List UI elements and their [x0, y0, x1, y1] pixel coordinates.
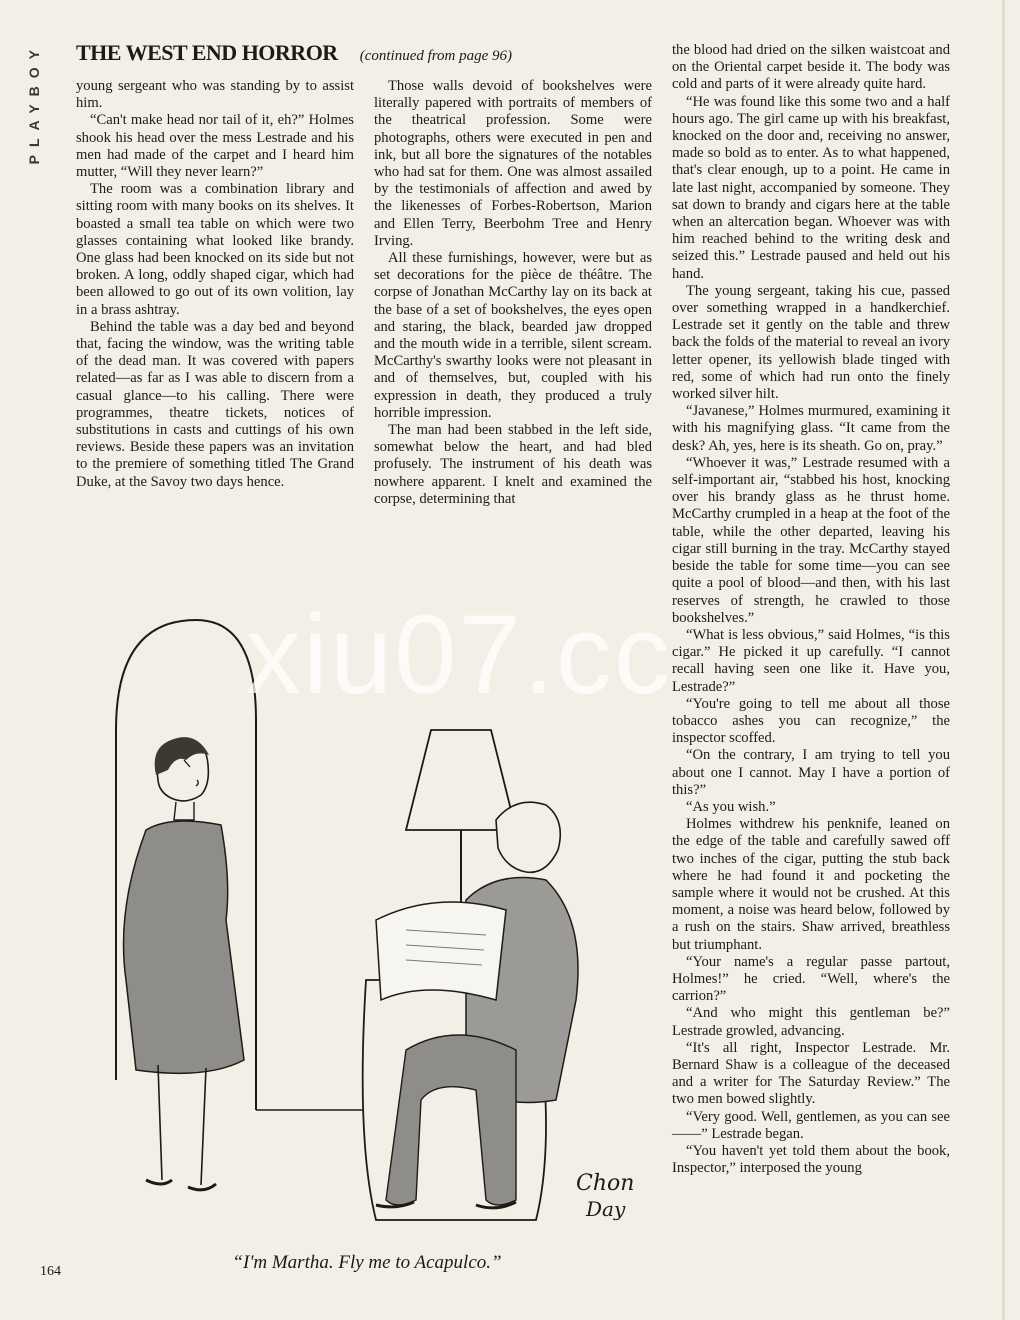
magazine-brand: PLAYBOY — [26, 42, 42, 165]
paragraph: young sergeant who was standing by to assist him. — [76, 78, 354, 112]
paragraph: “Your name's a regular passe partout, Holmes!” he cried. “Well, where's the carrion?” — [672, 953, 950, 1005]
paragraph: Holmes withdrew his penknife, leaned on the edge of the table and carefully sawed off two inches of the cigar, putting the stub back where he had found it and pocketing the sample where it would not be crushed. At this moment, a noise was heard below, followed by a rush on the stairs. Shaw arrived, breathless but triumphant. — [672, 816, 950, 953]
text-column-3 — [672, 42, 950, 1177]
paragraph: Behind the table was a day bed and beyond that, facing the window, was the writing table of the dead man. It was covered with papers related—as far as I was able to discern from a casual glance—to his calling. There were programmes, theatre tickets, notices of substitutions in casts and cuttings of his own reviews. Beside these papers was an invitation to the premiere of something titled The Grand Duke, at the Savoy two days hence. — [76, 318, 354, 490]
paragraph: “Javanese,” Holmes murmured, examining it with his magnifying glass. “It came from the desk? Ah, yes, here is its sheath. Go on, pray.” — [672, 403, 950, 454]
paragraph: The man had been stabbed in the left side, somewhat below the heart, and had bled profusely. The instrument of his death was nowhere apparent. I knelt and examined the corpse, determining that — [374, 422, 652, 507]
paragraph: The room was a combination library and sitting room with many books on its shelves. It boasted a small tea table on which were two glasses containing what looked like brandy. One glass had been knocked on its side but not broken. A long, oddly shaped cigar, which had been allowed to go out of its own volition, lay in a brass ashtray. — [76, 181, 354, 318]
paragraph: “What is less obvious,” said Holmes, “is this cigar.” He picked it up carefully. “I cannot recall having seen one like it. Have you, Lestrade?” — [672, 626, 950, 695]
paragraph: “He was found like this some two and a half hours ago. The girl came up with his breakfast, knocked on the door and, receiving no answer, made so bold as to enter. As to what happened, that's clear enough, up to a point. He came in late last night, accompanied by someone. They sat down to brandy and cigars here at the table when an altercation began. Whoever was with him reached behind to the writing desk and seized this.” Lestrade paused and held out his hand. — [672, 93, 950, 282]
woman-figure — [124, 737, 245, 1190]
cartoonist-signature-line2: Day — [586, 1197, 626, 1221]
paragraph: “Can't make head nor tail of it, eh?” Holmes shook his head over the mess Lestrade and his men had made of the carpet and I heard him mutter, “Will they never learn?” — [76, 112, 354, 181]
cartoonist-signature-line1: Chon — [576, 1171, 635, 1196]
paragraph: The young sergeant, taking his cue, passed over something wrapped in a handkerchief. Lestrade set it gently on the table and threw back the folds of the material to reveal an ivory letter opener, its yellowish blade tinged with red, some of which had run onto the finely worked silver hilt. — [672, 282, 950, 403]
cartoon-illustration — [76, 580, 658, 1250]
article-title: THE WEST END HORROR — [76, 40, 338, 65]
article-header — [76, 40, 646, 76]
paragraph: the blood had dried on the silken waistcoat and on the Oriental carpet beside it. The body was cold and parts of it were already quite hard. — [672, 42, 950, 93]
paragraph: “It's all right, Inspector Lestrade. Mr. Bernard Shaw is a colleague of the deceased and a writer for The Saturday Review.” The two men bowed slightly. — [672, 1039, 950, 1108]
paragraph: “Very good. Well, gentlemen, as you can see——” Lestrade began. — [672, 1108, 950, 1142]
paragraph: All these furnishings, however, were but as set decorations for the pièce de théâtre. The corpse of Jonathan McCarthy lay on its back at the base of a set of bookshelves, the eyes open and staring, the black, bearded jaw dropped and the mouth wide in a terrible, silent scream. McCarthy's swarthy looks were not pleasant in and of themselves, but, coupled with his expression in death, they produced a truly horrible impression. — [374, 250, 652, 421]
text-column-1 — [76, 78, 354, 491]
paragraph: “And who might this gentleman be?” Lestrade growled, advancing. — [672, 1005, 950, 1039]
man-in-armchair — [363, 802, 578, 1220]
paragraph: “Whoever it was,” Lestrade resumed with a self-important air, “stabbed his host, knocking over his brandy glass as he thrust home. McCarthy crumpled in a heap at the foot of the table, while the other departed, leaving his cigar still burning in the tray. McCarthy stayed beside the table for some time—you can see quite a pool of blood—and then, with his last reserves of strength, he crawled to those bookshelves.” — [672, 454, 950, 626]
watermark: xiu07.cc — [245, 592, 672, 717]
continued-note: (continued from page 96) — [359, 48, 513, 64]
cartoon-caption: “I'm Martha. Fly me to Acapulco.” — [232, 1252, 502, 1273]
paragraph: “As you wish.” — [686, 798, 776, 815]
text-column-2 — [374, 78, 652, 508]
paragraph: “On the contrary, I am trying to tell you about one I cannot. May I have a portion of this?” — [672, 747, 950, 798]
paragraph: “You're going to tell me about all those tobacco ashes you can recognize,” the inspector scoffed. — [672, 695, 950, 747]
paragraph: “You haven't yet told them about the book, Inspector,” interposed the young — [672, 1143, 950, 1177]
paragraph: Those walls devoid of bookshelves were literally papered with portraits of members of the theatrical profession. Some were photographs, others were executed in pen and ink, but all bore the signatures of the notables who had sat for them. One was almost assailed by the testimonials of affection and awed by the likenesses of Forbes-Robertson, Marion and Ellen Terry, Beerbohm Tree and Henry Irving. — [374, 78, 652, 249]
page-number: 164 — [40, 1264, 61, 1279]
page-edge — [1002, 0, 1005, 1320]
